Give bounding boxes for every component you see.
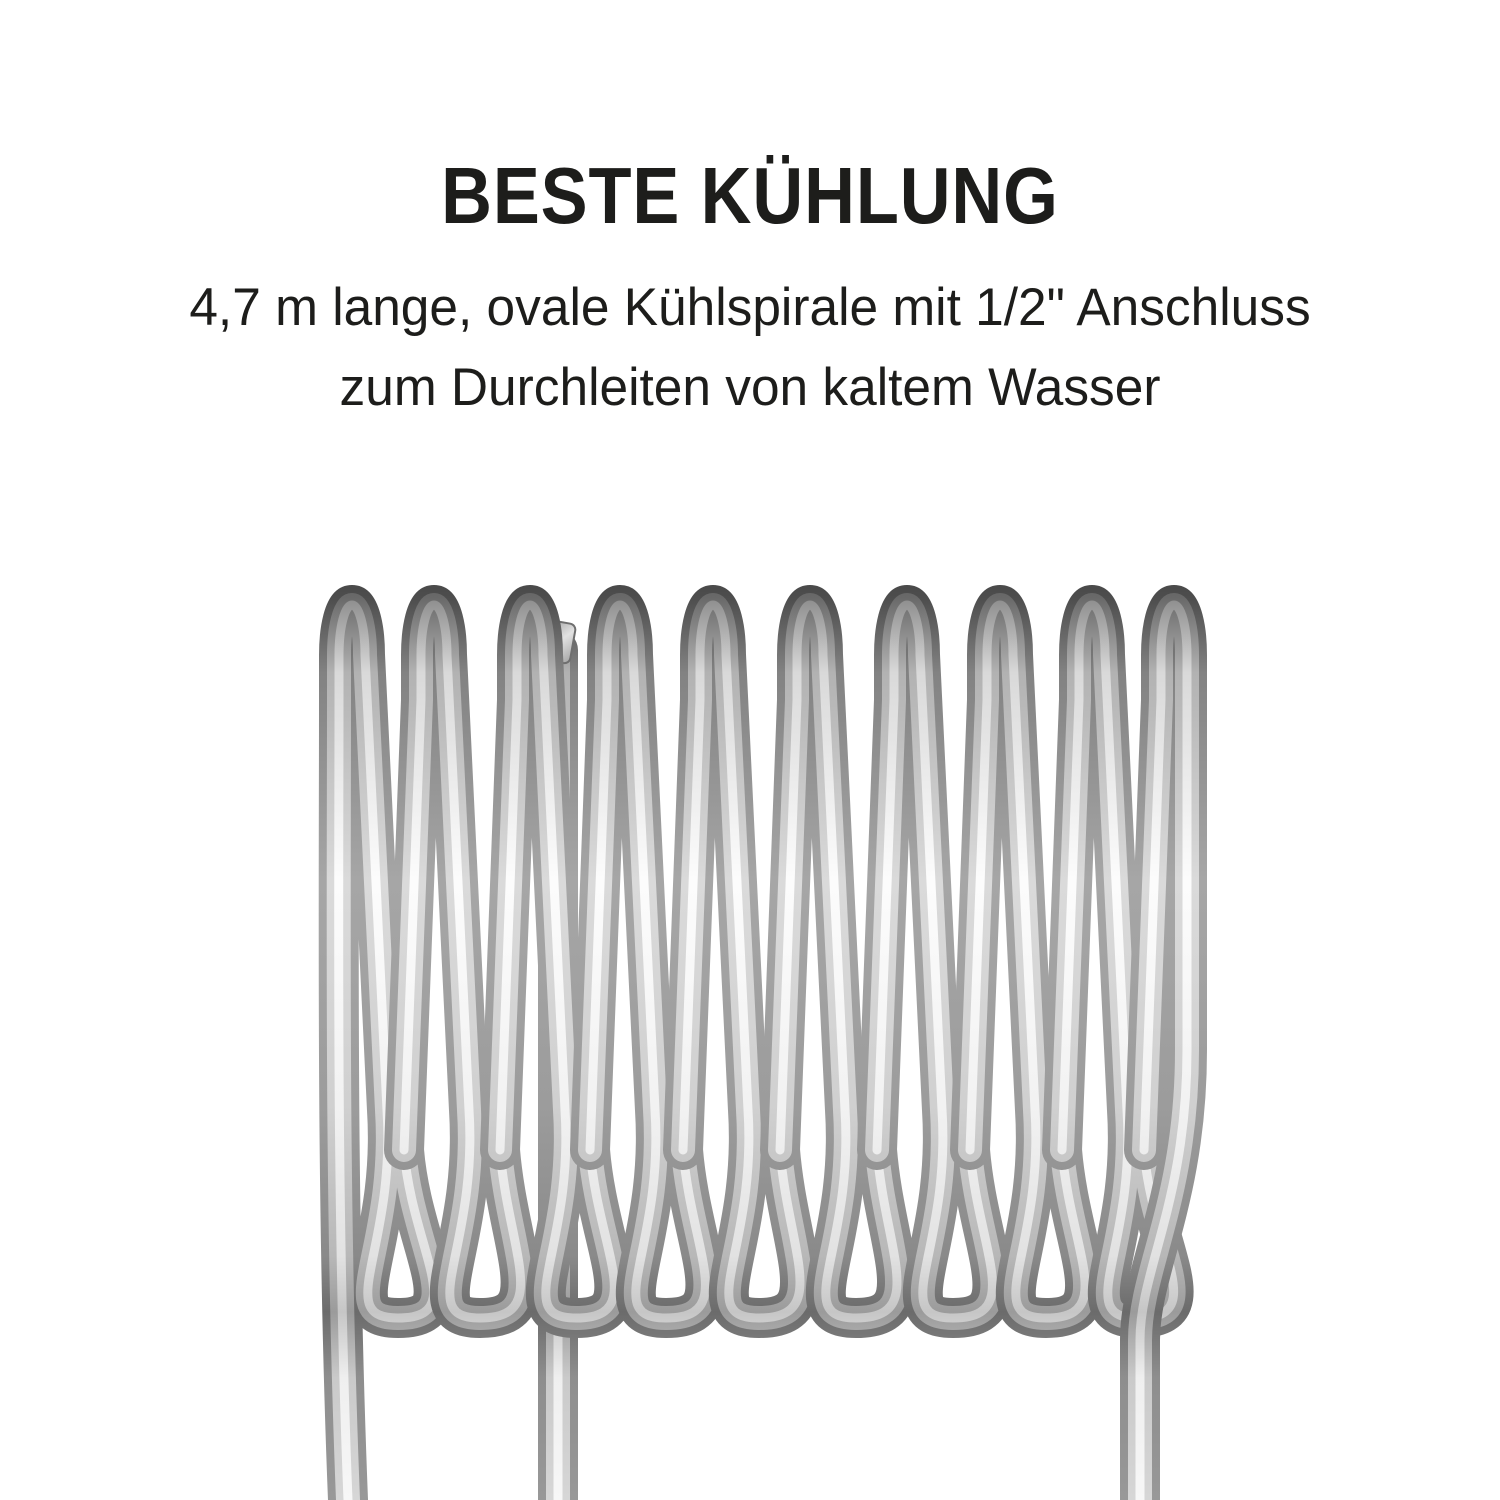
coil	[339, 605, 1187, 1500]
page-title: BESTE KÜHLUNG	[441, 151, 1059, 240]
subtitle-line-1: 4,7 m lange, ovale Kühlspirale mit 1/2" Anschluss	[189, 278, 1311, 337]
subtitle-line-2: zum Durchleiten von kaltem Wasser	[339, 358, 1161, 417]
coil-windings	[339, 605, 1187, 1500]
subtitle	[0, 268, 1500, 428]
caption-block	[0, 150, 1500, 428]
